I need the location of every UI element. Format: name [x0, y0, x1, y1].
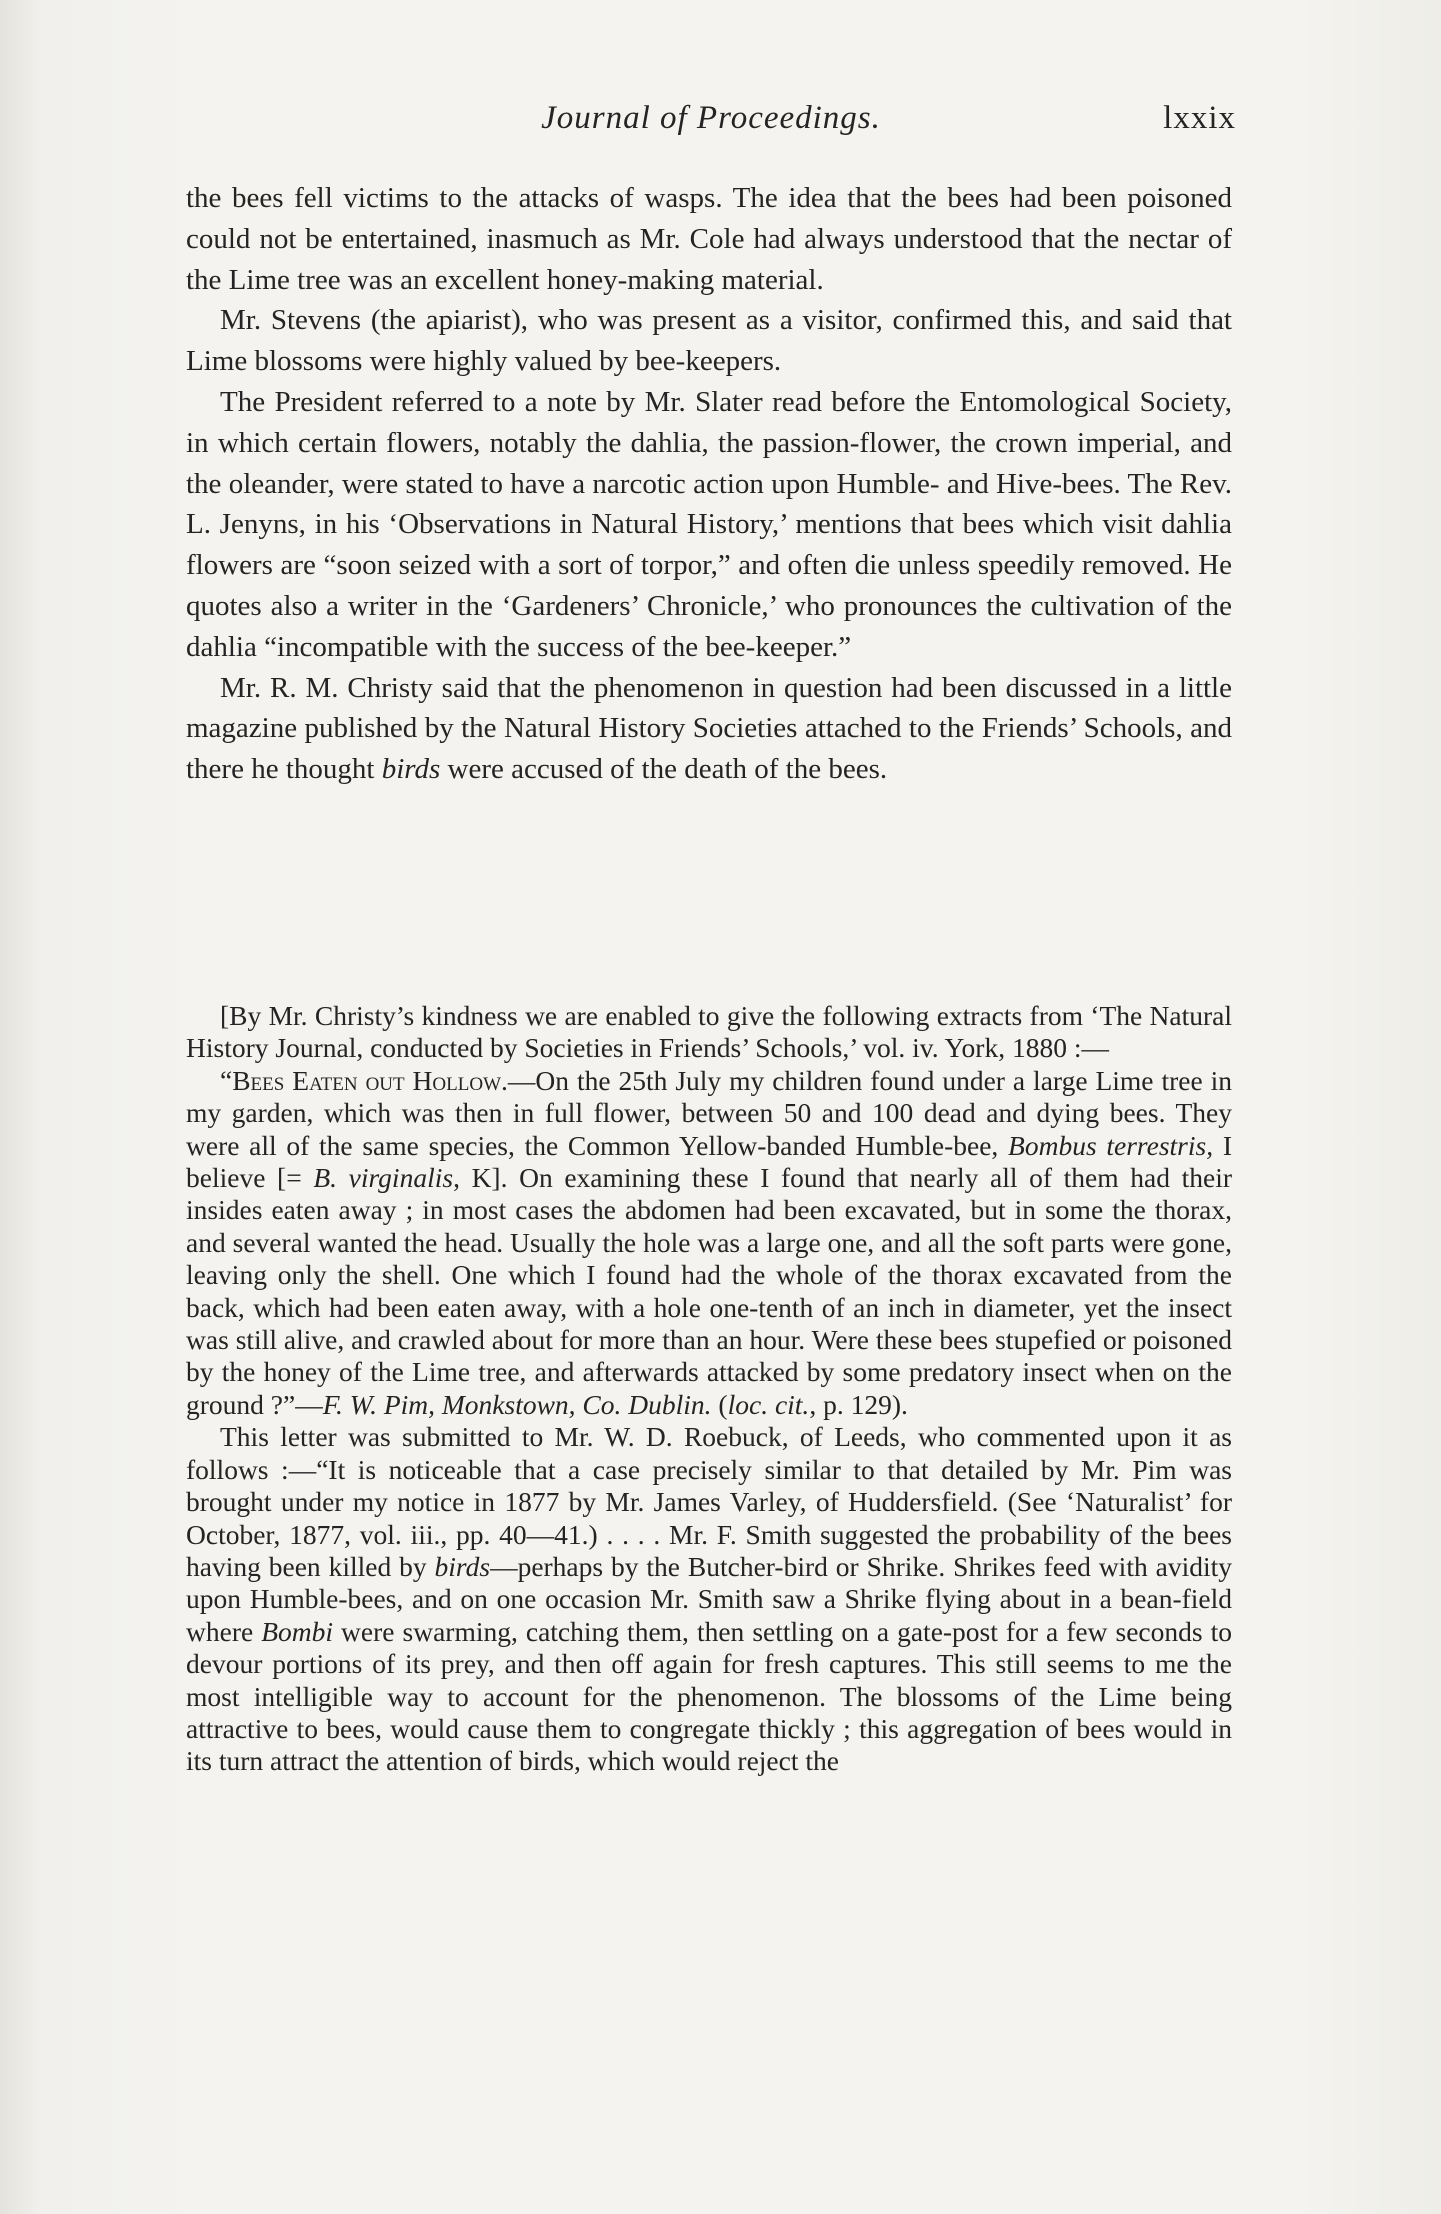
roebuck-text-2: —perhaps by the Butcher-bird or Shrike. Shrikes feed with avidity upon Humble-bees, and on one occasion Mr. Smith saw a Shrike flying about in a bean-field where	[186, 1550, 1232, 1647]
roebuck-text-3: were swarming, catching them, then settling on a gate-post for a few seconds to devour portions of its prey, and then off again for fresh captures. This still seems to me the most intelligible way to account for the phenomenon. The blossoms of the Lime being attractive to bees, would cause them to congregate thickly ; this aggregation of bees would in its turn attract the attention of birds, which would reject the	[186, 1615, 1232, 1777]
paragraph-extract-intro: [By Mr. Christy’s kindness we are enabled to give the following extracts from ‘The Natural History Journal, conducted by Societies in Friends’ Schools,’ vol. iv. York, 1880 :—	[186, 1000, 1232, 1064]
loc-cit: loc. cit.	[727, 1388, 810, 1420]
roebuck-italic-bombi: Bombi	[261, 1615, 334, 1647]
paragraph-christy	[186, 668, 1232, 790]
christy-italic-birds: birds	[381, 753, 441, 786]
extract-section	[186, 1000, 1232, 1778]
journal-title: Journal of Proceedings.	[541, 100, 881, 136]
species-name: Bombus terrestris,	[1008, 1129, 1214, 1161]
paragraph-pim-letter	[186, 1065, 1232, 1421]
roebuck-italic-birds: birds	[434, 1550, 491, 1582]
letter-text-2: I believe [=	[186, 1129, 1232, 1194]
letter-text-1: —On the 25th July my children found under a large Lime tree in my garden, which was then in full flower, between 50 and 100 dead and dying bees. They were all of the same species, the Common Yellow-banded Humble-bee,	[186, 1064, 1232, 1161]
paragraph-wasps: the bees fell victims to the attacks of wasps. The idea that the bees had been poisoned could not be entertained, inasmuch as Mr. Cole had always understood that the nectar of the Lime tree was an excellent honey-making material.	[186, 182, 1232, 296]
letter-signature: F. W. Pim, Monkstown, Co. Dublin.	[322, 1388, 712, 1420]
paragraph-president: The President referred to a note by Mr. Slater read before the Entomological Society, in which certain flowers, notably the dahlia, the passion-flower, the crown imperial, and the oleander, were stated to have a narcotic action upon Humble- and Hive-bees. The Rev. L. Jenyns, in his ‘Observations in Natural History,’ mentions that bees which visit dahlia flowers are “soon seized with a sort of torpor,” and often die unless speedily removed. He quotes also a writer in the ‘Gardeners’ Chronicle,’ who pronounces the cultivation of the dahlia “incompatible with the success of the bee-keeper.”	[186, 385, 1232, 663]
letter-text-4: (	[711, 1388, 728, 1420]
christy-text-1: Mr. R. M. Christy said that the phenomenon in question had been discussed in a little magazine published by the Natural History Societies attached to the Friends’ Schools, and there he thought	[186, 671, 1232, 786]
letter-heading: “Bees Eaten out Hollow.	[220, 1064, 508, 1096]
species-synonym: B. virginalis	[313, 1162, 454, 1194]
letter-text-5: , p. 129).	[809, 1388, 908, 1420]
christy-text-2: were accused of the death of the bees.	[440, 753, 888, 786]
page-number: lxxix	[1163, 100, 1236, 136]
running-header	[186, 100, 1236, 150]
paragraph-roebuck	[186, 1421, 1232, 1777]
letter-text-3: , K]. On examining these I found that nearly all of them had their insides eaten away ; in most cases the abdomen had been excavated, but in some the thorax, and several wanted the head. Usually the hole was a large one, and all the soft parts were gone, leaving only the shell. One which I found had the whole of the thorax excavated from the back, which had been eaten away, with a hole one-tenth of an inch in diameter, yet the insect was still alive, and crawled about for more than an hour. Were these bees stupefied or poisoned by the honey of the Lime tree, and afterwards attacked by some predatory insect when on the ground ?”—	[186, 1162, 1232, 1420]
discussion-section	[186, 178, 1232, 790]
roebuck-text-1: This letter was submitted to Mr. W. D. Roebuck, of Leeds, who commented upon it as follows :—“It is noticeable that a case precisely similar to that detailed by Mr. Pim was brought under my notice in 1877 by Mr. James Varley, of Huddersfield. (See ‘Naturalist’ for October, 1877, vol. iii., pp. 40—41.) . . . . Mr. F. Smith suggested the probability of the bees having been killed by	[186, 1421, 1232, 1582]
paragraph-stevens: Mr. Stevens (the apiarist), who was present as a visitor, confirmed this, and said that Lime blossoms were highly valued by bee-keepers.	[186, 304, 1232, 378]
